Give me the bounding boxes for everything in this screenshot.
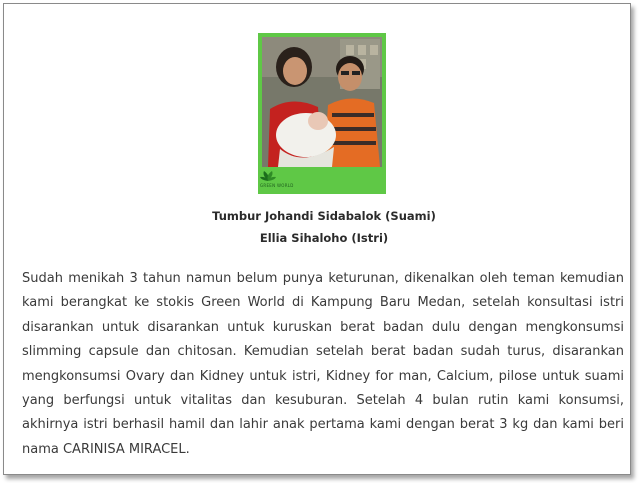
husband-name: Tumbur Johandi Sidabalok (Suami) (212, 209, 436, 223)
family-photo-frame (258, 33, 386, 194)
testimonial-story: Sudah menikah 3 tahun namun belum punya keturunan, dikenalkan oleh teman kemudian kami berangkat ke stokis Green World di Kampung Baru Medan, setelah konsultasi istri disarankan untuk disarankan untuk kuruskan berat badan dulu dengan mengkonsumsi slimming capsule dan chitosan. Kemudian setelah berat badan sudah turus, disarankan mengkonsumsi Ovary dan Kidney untuk istri, Kidney for man, Calcium, pilose untuk suami yang berfungsi untuk vitalitas dan kesuburan. Setelah 4 bulan rutin kami konsumsi, akhirnya istri berhasil hamil dan lahir anak pertama kami dengan berat 3 kg dan kami beri nama CARINISA MIRACEL. (22, 271, 624, 457)
wife-name: Ellia Sihaloho (Istri) (259, 231, 389, 245)
brand-logo (258, 167, 386, 194)
family-photo-illustration (262, 37, 382, 167)
leaf-logo-icon (258, 167, 386, 194)
family-photo (262, 37, 382, 167)
brand-logo-text: GREEN WORLD (260, 183, 294, 188)
testimonial-card (3, 3, 631, 475)
